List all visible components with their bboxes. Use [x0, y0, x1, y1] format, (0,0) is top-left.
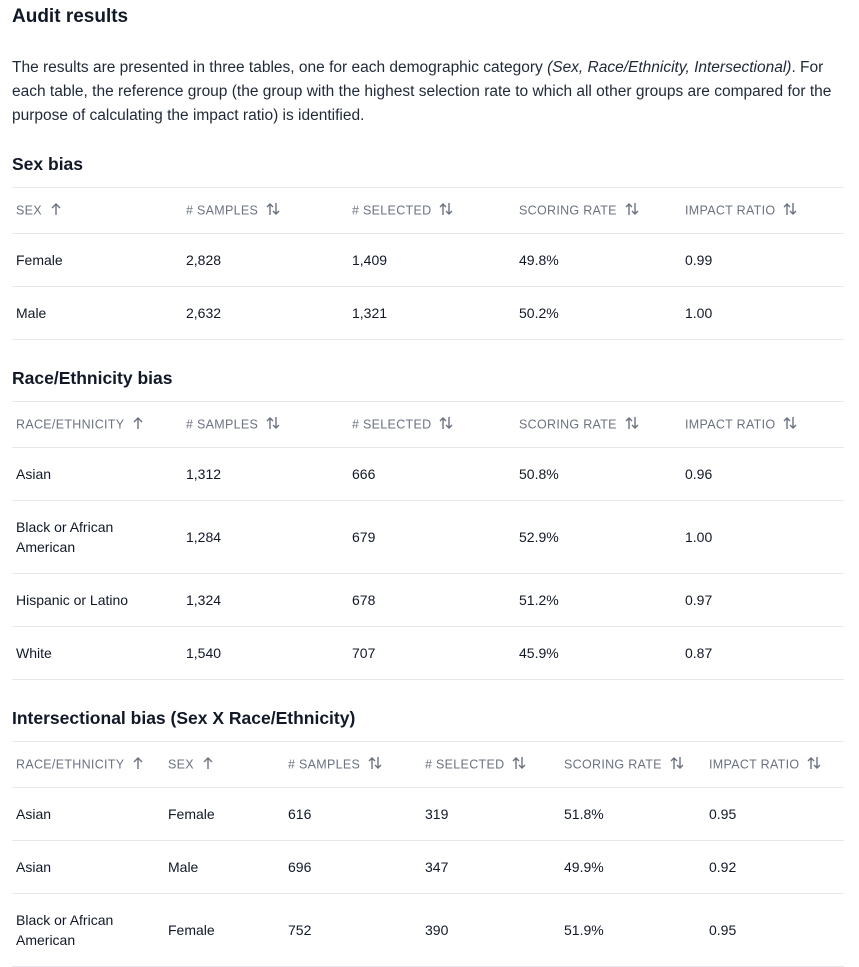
- intersectional-bias-heading: Intersectional bias (Sex X Race/Ethnicity): [12, 708, 356, 728]
- col-header-selected[interactable]: # SELECTED: [348, 188, 515, 234]
- cell-impact-ratio: 0.96: [681, 448, 844, 501]
- table-row: [12, 894, 844, 967]
- race-bias-table: [12, 401, 844, 680]
- cell-samples: 1,312: [182, 448, 348, 501]
- cell-impact-ratio: 0.87: [681, 627, 844, 680]
- cell-sex: Female: [164, 894, 284, 967]
- col-header-samples[interactable]: # SAMPLES: [284, 742, 421, 788]
- sort-both-icon[interactable]: [625, 416, 639, 433]
- table-row: [12, 627, 844, 680]
- col-header-sex[interactable]: SEX: [164, 742, 284, 788]
- sort-both-icon[interactable]: [439, 416, 453, 433]
- sort-asc-icon[interactable]: [132, 756, 144, 773]
- cell-race: White: [12, 627, 182, 680]
- cell-sex: Female: [164, 788, 284, 841]
- cell-selected: 678: [348, 574, 515, 627]
- col-header-race[interactable]: RACE/ETHNICITY: [12, 402, 182, 448]
- cell-selected: 347: [421, 841, 560, 894]
- col-header-samples[interactable]: # SAMPLES: [182, 188, 348, 234]
- cell-sex: Female: [12, 234, 182, 287]
- cell-race: Asian: [12, 448, 182, 501]
- intro-text-2: . For each table, the reference group (the group with the highest selection rate to which all other groups are compared for the purpose of calculating the impact ratio) is identified.: [12, 59, 832, 124]
- col-header-race[interactable]: RACE/ETHNICITY: [12, 742, 164, 788]
- intersectional-bias-table: [12, 741, 844, 967]
- col-header-selected[interactable]: # SELECTED: [348, 402, 515, 448]
- sort-both-icon[interactable]: [266, 202, 280, 219]
- cell-scoring-rate: 49.9%: [560, 841, 705, 894]
- intro-text-1: The results are presented in three tables, one for each demographic category: [12, 59, 548, 76]
- sort-both-icon[interactable]: [368, 756, 382, 773]
- cell-selected: 1,321: [348, 287, 515, 340]
- intro-categories: (Sex, Race/Ethnicity, Intersectional): [547, 59, 792, 76]
- sort-both-icon[interactable]: [512, 756, 526, 773]
- sort-both-icon[interactable]: [625, 202, 639, 219]
- cell-race: Black or African American: [12, 501, 182, 574]
- cell-samples: 616: [284, 788, 421, 841]
- cell-samples: 696: [284, 841, 421, 894]
- page-title: Audit results: [12, 6, 129, 27]
- table-row: [12, 448, 844, 501]
- sex-bias-table: [12, 187, 844, 340]
- cell-scoring-rate: 51.9%: [560, 894, 705, 967]
- cell-impact-ratio: 1.00: [681, 287, 844, 340]
- col-header-impact-ratio[interactable]: IMPACT RATIO: [681, 402, 844, 448]
- sort-both-icon[interactable]: [670, 756, 684, 773]
- col-header-scoring-rate[interactable]: SCORING RATE: [515, 402, 681, 448]
- cell-scoring-rate: 50.8%: [515, 448, 681, 501]
- cell-impact-ratio: 0.95: [705, 788, 844, 841]
- table-row: [12, 574, 844, 627]
- cell-impact-ratio: 0.92: [705, 841, 844, 894]
- sort-both-icon[interactable]: [439, 202, 453, 219]
- cell-samples: 1,324: [182, 574, 348, 627]
- col-header-impact-ratio[interactable]: IMPACT RATIO: [681, 188, 844, 234]
- table-row: [12, 841, 844, 894]
- cell-race: Asian: [12, 788, 164, 841]
- cell-race: Hispanic or Latino: [12, 574, 182, 627]
- sort-asc-icon[interactable]: [50, 202, 62, 219]
- sort-asc-icon[interactable]: [132, 416, 144, 433]
- cell-selected: 319: [421, 788, 560, 841]
- cell-impact-ratio: 0.99: [681, 234, 844, 287]
- sort-asc-icon[interactable]: [202, 756, 214, 773]
- cell-sex: Male: [164, 841, 284, 894]
- sort-both-icon[interactable]: [783, 416, 797, 433]
- sort-both-icon[interactable]: [783, 202, 797, 219]
- cell-scoring-rate: 50.2%: [515, 287, 681, 340]
- cell-selected: 666: [348, 448, 515, 501]
- cell-scoring-rate: 45.9%: [515, 627, 681, 680]
- sort-both-icon[interactable]: [266, 416, 280, 433]
- cell-scoring-rate: 51.2%: [515, 574, 681, 627]
- col-header-impact-ratio[interactable]: IMPACT RATIO: [705, 742, 844, 788]
- race-bias-heading: Race/Ethnicity bias: [12, 368, 173, 388]
- table-row: [12, 287, 844, 340]
- table-row: [12, 234, 844, 287]
- table-row: [12, 788, 844, 841]
- col-header-sex[interactable]: SEX: [12, 188, 182, 234]
- cell-samples: 1,540: [182, 627, 348, 680]
- cell-selected: 707: [348, 627, 515, 680]
- cell-samples: 752: [284, 894, 421, 967]
- cell-selected: 390: [421, 894, 560, 967]
- cell-selected: 1,409: [348, 234, 515, 287]
- cell-scoring-rate: 52.9%: [515, 501, 681, 574]
- intro-paragraph: [12, 56, 848, 128]
- cell-impact-ratio: 0.97: [681, 574, 844, 627]
- cell-sex: Male: [12, 287, 182, 340]
- cell-samples: 2,632: [182, 287, 348, 340]
- col-header-samples[interactable]: # SAMPLES: [182, 402, 348, 448]
- cell-samples: 1,284: [182, 501, 348, 574]
- cell-selected: 679: [348, 501, 515, 574]
- cell-samples: 2,828: [182, 234, 348, 287]
- cell-impact-ratio: 0.95: [705, 894, 844, 967]
- cell-race: Asian: [12, 841, 164, 894]
- cell-impact-ratio: 1.00: [681, 501, 844, 574]
- col-header-selected[interactable]: # SELECTED: [421, 742, 560, 788]
- sex-bias-heading: Sex bias: [12, 154, 84, 174]
- col-header-scoring-rate[interactable]: SCORING RATE: [560, 742, 705, 788]
- sort-both-icon[interactable]: [807, 756, 821, 773]
- cell-scoring-rate: 49.8%: [515, 234, 681, 287]
- cell-scoring-rate: 51.8%: [560, 788, 705, 841]
- cell-race: Black or African American: [12, 894, 164, 967]
- table-row: [12, 501, 844, 574]
- col-header-scoring-rate[interactable]: SCORING RATE: [515, 188, 681, 234]
